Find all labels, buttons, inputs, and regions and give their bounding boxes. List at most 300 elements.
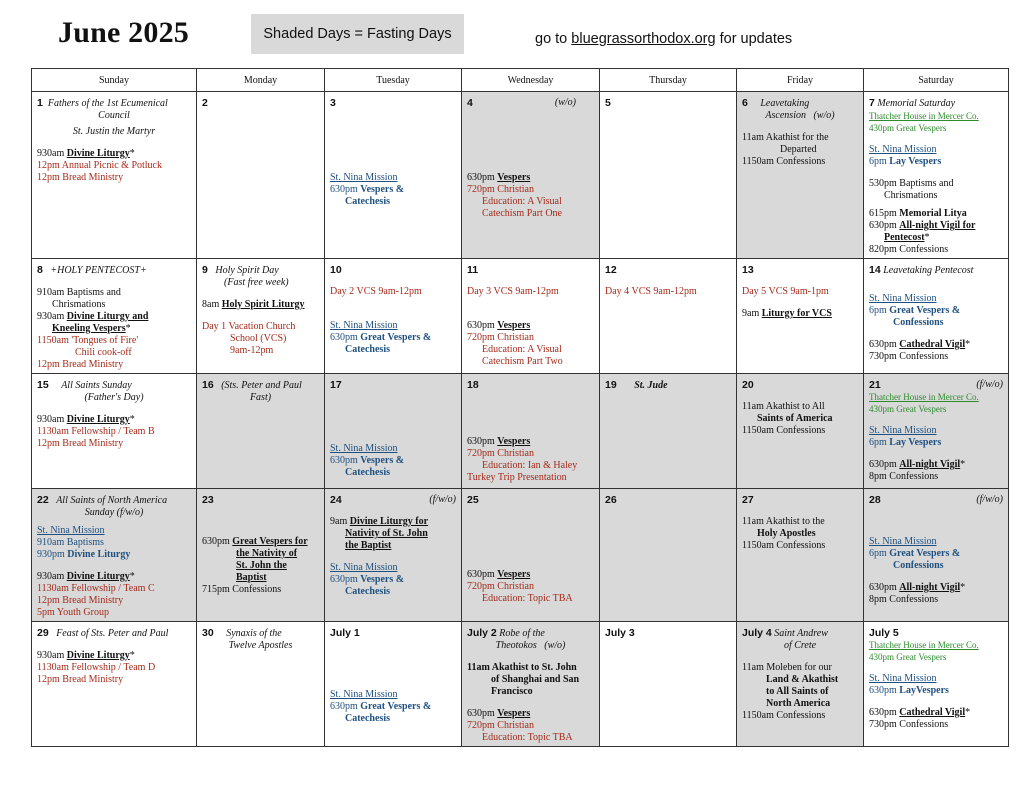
event-line: Land & Akathist <box>766 674 839 685</box>
feast-name: St. Justin the Martyr <box>72 126 156 137</box>
event-line <box>37 571 191 583</box>
day-cell-july-4 <box>737 622 864 747</box>
event-line: 11am Moleben for our <box>742 662 832 673</box>
day-cell-9 <box>197 259 325 374</box>
feast-name: (Fast free week) <box>224 277 289 288</box>
fast-tag: (f/w/o) <box>976 494 1003 505</box>
feast-name: Saint Andrew <box>774 628 828 639</box>
day-number: 15 <box>37 379 49 391</box>
event-label: Divine Liturgy <box>66 148 130 159</box>
day-number: 7 <box>869 97 875 109</box>
event-line <box>467 172 594 184</box>
event-line <box>869 339 1003 351</box>
event-star: * <box>960 582 966 593</box>
mission-link[interactable]: St. Nina Mission <box>330 320 398 331</box>
event-time: 9am <box>742 308 762 319</box>
day-number: 5 <box>605 97 611 109</box>
feast-name: Synaxis of the <box>226 628 282 639</box>
weekday-friday: Friday <box>737 69 864 92</box>
event-label: Cathedral Vigil <box>899 339 966 350</box>
event-line: 530pm Baptisms and <box>869 178 954 189</box>
feast-name: Theotokos <box>495 640 537 651</box>
event-line <box>330 332 456 344</box>
event-line <box>330 184 456 196</box>
event-label: Great Vespers & <box>360 701 432 712</box>
event-line: Catechism Part Two <box>482 356 563 367</box>
event-line: Day 5 VCS 9am-1pm <box>742 286 829 297</box>
event-line: 720pm Christian <box>467 720 534 731</box>
feast-name: Holy Spirit Day <box>215 265 279 276</box>
mission-link[interactable]: St. Nina Mission <box>869 293 937 304</box>
event-label: Vespers <box>497 436 531 447</box>
event-line <box>869 685 1003 697</box>
event-time: 630pm <box>869 707 900 718</box>
day-number: 30 <box>202 627 214 639</box>
day-number: 17 <box>330 379 342 391</box>
mission-link[interactable]: St. Nina Mission <box>330 172 398 183</box>
day-cell-24 <box>325 489 462 622</box>
event-label: All-night Vigil for <box>899 220 976 231</box>
event-line: Chrismations <box>52 299 106 310</box>
event-line <box>869 305 1003 317</box>
event-line: Catechesis <box>345 467 390 478</box>
event-line <box>869 548 1003 560</box>
day-cell-22 <box>32 489 197 622</box>
day-cell-17 <box>325 374 462 489</box>
event-line: 720pm Christian <box>467 332 534 343</box>
event-line: Confessions <box>893 560 944 571</box>
event-line <box>37 414 191 426</box>
day-number: 20 <box>742 379 754 391</box>
day-number: 28 <box>869 494 881 506</box>
event-line <box>742 308 858 320</box>
event-time: 630pm <box>467 436 498 447</box>
week-row <box>32 489 1009 622</box>
event-time: 6pm <box>869 548 890 559</box>
updates-suffix: for updates <box>715 31 793 47</box>
updates-prefix: go to <box>535 31 572 47</box>
event-time: 6pm <box>869 156 890 167</box>
event-time: 630pm <box>869 685 900 696</box>
event-line: Catechesis <box>345 196 390 207</box>
event-line: 5pm Youth Group <box>37 607 109 618</box>
event-time: 630pm <box>330 332 361 343</box>
updates-note <box>535 31 792 47</box>
event-label: Liturgy for VCS <box>761 308 832 319</box>
event-line <box>37 650 191 662</box>
website-link[interactable]: bluegrassorthodox.org <box>571 31 716 47</box>
day-cell-15 <box>32 374 197 489</box>
feast-name: Leavetaking Pentecost <box>883 265 974 276</box>
day-number: July 4 <box>742 627 772 639</box>
event-line: 1150am Confessions <box>742 425 826 436</box>
mission-link[interactable]: St. Nina Mission <box>869 425 937 436</box>
day-number: 22 <box>37 494 49 506</box>
fasting-legend: Shaded Days = Fasting Days <box>251 14 464 54</box>
feast-name: (Father's Day) <box>84 392 144 403</box>
event-label: Lay Vespers <box>889 437 942 448</box>
event-line: Saints of America <box>757 413 833 424</box>
event-label: Divine Liturgy <box>67 549 131 560</box>
day-cell-7 <box>864 92 1009 259</box>
event-line: 12pm Bread Ministry <box>37 359 124 370</box>
event-line: 9am-12pm <box>230 345 274 356</box>
event-time: 630pm <box>467 320 498 331</box>
event-line: 12pm Annual Picnic & Potluck <box>37 160 162 171</box>
feast-name: Fathers of the 1st Ecumenical <box>47 98 168 109</box>
week-row <box>32 92 1009 259</box>
event-label: Divine Liturgy <box>66 650 130 661</box>
event-label: Great Vespers & <box>889 548 961 559</box>
fast-tag: (f/w/o) <box>976 379 1003 390</box>
event-label: Divine Liturgy and <box>66 311 149 322</box>
day-number: 13 <box>742 264 754 276</box>
event-line: 1130am Fellowship / Team D <box>37 662 156 673</box>
page-title: June 2025 <box>58 16 189 49</box>
event-line: 910am Baptisms <box>37 537 104 548</box>
day-cell-16 <box>197 374 325 489</box>
event-label: Kneeling Vespers <box>52 323 126 334</box>
day-number: July 2 <box>467 627 497 639</box>
feast-name: Fast) <box>249 392 272 403</box>
event-line <box>869 220 1003 232</box>
event-star: * <box>960 459 966 470</box>
event-label: Divine Liturgy <box>66 414 130 425</box>
event-label: Great Vespers for <box>232 536 308 547</box>
event-label: Vespers <box>497 320 531 331</box>
event-time: 630pm <box>869 459 900 470</box>
event-label: Divine Liturgy <box>66 571 130 582</box>
event-time: 630pm <box>330 455 361 466</box>
event-star: * <box>924 232 930 243</box>
event-line: Catechism Part One <box>482 208 562 219</box>
event-label: Great Vespers & <box>360 332 432 343</box>
mission-link[interactable]: St. Nina Mission <box>869 144 937 155</box>
event-line <box>869 459 1003 471</box>
day-number: July 5 <box>869 627 899 639</box>
event-line: 910am Baptisms and <box>37 287 121 298</box>
fast-tag: (f/w/o) <box>429 494 456 505</box>
event-line: 8pm Confessions <box>869 471 939 482</box>
event-line <box>330 701 456 713</box>
day-cell-3 <box>325 92 462 259</box>
feast-name: Sunday (f/w/o) <box>84 507 144 518</box>
event-label: Cathedral Vigil <box>899 707 966 718</box>
event-line: School (VCS) <box>230 333 287 344</box>
event-line: Education: A Visual <box>482 344 562 355</box>
event-star: * <box>129 571 135 582</box>
event-time: 930am <box>37 571 67 582</box>
event-time: 930am <box>37 148 67 159</box>
event-line: the Baptist <box>345 540 392 551</box>
event-line: 1130am Fellowship / Team C <box>37 583 155 594</box>
event-line <box>330 516 456 528</box>
event-line: Education: A Visual <box>482 196 562 207</box>
event-label: Vespers & <box>360 455 405 466</box>
event-line: 720pm Christian <box>467 581 534 592</box>
event-line: 12pm Bread Ministry <box>37 674 124 685</box>
weekday-monday: Monday <box>197 69 325 92</box>
event-line <box>37 148 191 160</box>
event-line <box>467 662 594 674</box>
day-cell-12 <box>600 259 737 374</box>
feast-name: Twelve Apostles <box>228 640 293 651</box>
event-time: 930am <box>37 414 67 425</box>
event-label: All-night Vigil <box>899 582 961 593</box>
event-label: All-night Vigil <box>899 459 961 470</box>
day-number: 1 <box>37 97 43 109</box>
mission-link[interactable]: St. Nina Mission <box>869 673 937 684</box>
event-time: 930am <box>37 311 67 322</box>
event-line: the Nativity of <box>236 548 298 559</box>
feast-name: St. Jude <box>634 380 668 391</box>
event-time: 6pm <box>869 305 890 316</box>
event-label: LayVespers <box>899 685 949 696</box>
event-label: Vespers & <box>360 574 405 585</box>
day-cell-18 <box>462 374 600 489</box>
day-cell-30 <box>197 622 325 747</box>
event-time: 630pm <box>869 339 900 350</box>
day-number: 16 <box>202 379 214 391</box>
event-time: 630pm <box>467 708 498 719</box>
event-line <box>467 569 594 581</box>
event-line <box>330 455 456 467</box>
event-line: 1150am Confessions <box>742 540 826 551</box>
event-time: 630pm <box>330 574 361 585</box>
day-cell-25 <box>462 489 600 622</box>
day-cell-27 <box>737 489 864 622</box>
location-link[interactable]: Thatcher House in Mercer Co. <box>869 111 979 121</box>
fast-tag: (w/o) <box>544 640 566 651</box>
event-star: * <box>129 414 135 425</box>
event-label: Lay Vespers <box>889 156 942 167</box>
event-line: 730pm Confessions <box>869 719 949 730</box>
day-cell-29 <box>32 622 197 747</box>
event-line: North America <box>766 698 831 709</box>
event-time: 9am <box>330 516 350 527</box>
event-line: 11am Akathist to the <box>742 516 825 527</box>
fast-tag: (w/o) <box>554 97 576 108</box>
event-label: Great Vespers & <box>889 305 961 316</box>
feast-name: +HOLY PENTECOST+ <box>50 265 147 276</box>
event-line: St. John the <box>236 560 287 571</box>
day-cell-10 <box>325 259 462 374</box>
day-number: July 1 <box>330 627 360 639</box>
day-number: 21 <box>869 379 881 391</box>
feast-name: Robe of the <box>499 628 545 639</box>
event-line: 1130am Fellowship / Team B <box>37 426 155 437</box>
event-line: Day 3 VCS 9am-12pm <box>467 286 559 297</box>
day-cell-8 <box>32 259 197 374</box>
event-time: 630pm <box>330 701 361 712</box>
event-line <box>869 582 1003 594</box>
event-line <box>869 156 1003 168</box>
day-cell-20 <box>737 374 864 489</box>
event-line: 720pm Christian <box>467 448 534 459</box>
event-label: Divine Liturgy for <box>349 516 429 527</box>
feast-name: Leavetaking <box>760 98 810 109</box>
feast-name: All Saints Sunday <box>61 380 132 391</box>
week-row <box>32 622 1009 747</box>
feast-name: of Crete <box>783 640 817 651</box>
event-line: Catechesis <box>345 586 390 597</box>
day-cell-14 <box>864 259 1009 374</box>
event-time: 630pm <box>202 536 233 547</box>
day-cell-5 <box>600 92 737 259</box>
day-cell-11 <box>462 259 600 374</box>
event-time: 630pm <box>869 582 900 593</box>
event-line <box>467 436 594 448</box>
mission-link[interactable]: St. Nina Mission <box>869 536 937 547</box>
event-time: 6pm <box>869 437 890 448</box>
day-cell-2 <box>197 92 325 259</box>
day-number: 24 <box>330 494 342 506</box>
day-number: 11 <box>467 264 479 276</box>
day-number: 2 <box>202 97 208 109</box>
event-line: to All Saints of <box>766 686 829 697</box>
day-number: 4 <box>467 97 473 109</box>
event-line: Day 2 VCS 9am-12pm <box>330 286 422 297</box>
event-line: Departed <box>780 144 817 155</box>
day-cell-july-5 <box>864 622 1009 747</box>
event-line <box>869 707 1003 719</box>
weekday-saturday: Saturday <box>864 69 1009 92</box>
mission-link[interactable]: St. Nina Mission <box>330 562 398 573</box>
feast-name: (Sts. Peter and Paul <box>221 380 302 391</box>
feast-name: All Saints of North America <box>56 495 168 506</box>
event-line: 430pm Great Vespers <box>869 123 947 133</box>
event-time: 930pm <box>37 549 68 560</box>
event-line: Catechesis <box>345 344 390 355</box>
day-cell-28 <box>864 489 1009 622</box>
day-number: 10 <box>330 264 342 276</box>
event-line: 430pm Great Vespers <box>869 652 947 662</box>
day-cell-july-1 <box>325 622 462 747</box>
event-star: * <box>129 650 135 661</box>
day-cell-21 <box>864 374 1009 489</box>
event-line: Education: Topic TBA <box>482 732 573 743</box>
day-number: 23 <box>202 494 214 506</box>
event-line: Education: Ian & Haley <box>482 460 578 471</box>
event-line: 1150am 'Tongues of Fire' <box>37 335 139 346</box>
event-time: 630pm <box>330 184 361 195</box>
event-line: Nativity of St. John <box>345 528 428 539</box>
event-line: Confessions <box>893 317 944 328</box>
feast-name: Ascension <box>765 110 806 121</box>
day-cell-19 <box>600 374 737 489</box>
event-line: Day 4 VCS 9am-12pm <box>605 286 697 297</box>
event-line: 730pm Confessions <box>869 351 949 362</box>
event-time: 630pm <box>869 220 900 231</box>
day-cell-july-3 <box>600 622 737 747</box>
event-line: 820pm Confessions <box>869 244 949 255</box>
location-link[interactable]: Thatcher House in Mercer Co. <box>869 640 979 650</box>
event-line: Chili cook-off <box>75 347 132 358</box>
day-cell-26 <box>600 489 737 622</box>
event-line: Chrismations <box>884 190 938 201</box>
feast-name: Feast of Sts. Peter and Paul <box>56 628 169 639</box>
event-line: 12pm Bread Ministry <box>37 172 124 183</box>
event-line <box>37 549 191 561</box>
location-link[interactable]: Thatcher House in Mercer Co. <box>869 392 979 402</box>
event-line: Education: Topic TBA <box>482 593 573 604</box>
weekday-sunday: Sunday <box>32 69 197 92</box>
mission-link[interactable]: St. Nina Mission <box>330 443 398 454</box>
day-number: 14 <box>869 264 881 276</box>
event-star: * <box>965 339 971 350</box>
event-line: Turkey Trip Presentation <box>467 472 567 483</box>
event-line: 1150am Confessions <box>742 710 826 721</box>
day-cell-23 <box>197 489 325 622</box>
day-number: 12 <box>605 264 617 276</box>
event-time: 8am <box>202 299 222 310</box>
weekday-header-row <box>32 69 1009 92</box>
event-label: Pentecost <box>884 232 925 243</box>
event-line <box>869 232 1003 244</box>
day-number: 26 <box>605 494 617 506</box>
weekday-tuesday: Tuesday <box>325 69 462 92</box>
day-number: 6 <box>742 97 748 109</box>
event-label: 11am Akathist to St. John <box>467 662 577 673</box>
event-line <box>202 536 319 548</box>
weekday-thursday: Thursday <box>600 69 737 92</box>
day-number: 29 <box>37 627 49 639</box>
event-line: 12pm Bread Ministry <box>37 595 124 606</box>
event-star: * <box>125 323 131 334</box>
day-number: 25 <box>467 494 479 506</box>
event-line: 1150am Confessions <box>742 156 826 167</box>
event-time: 930am <box>37 650 67 661</box>
feast-name: Council <box>98 110 130 121</box>
week-row <box>32 259 1009 374</box>
event-line: Catechesis <box>345 713 390 724</box>
event-line <box>467 320 594 332</box>
day-number: July 3 <box>605 627 635 639</box>
event-line: 8pm Confessions <box>869 594 939 605</box>
mission-link[interactable]: St. Nina Mission <box>330 689 398 700</box>
event-line: 715pm Confessions <box>202 584 282 595</box>
event-line: Baptist <box>236 572 267 583</box>
event-label: Vespers <box>497 708 531 719</box>
event-label: Vespers <box>497 172 531 183</box>
day-number: 9 <box>202 264 208 276</box>
event-line <box>202 299 319 311</box>
mission-link[interactable]: St. Nina Mission <box>37 525 105 536</box>
event-line: 11am Akathist for the <box>742 132 829 143</box>
event-line: Francisco <box>491 686 533 697</box>
event-line <box>330 574 456 586</box>
event-line: Holy Apostles <box>757 528 816 539</box>
day-number: 3 <box>330 97 336 109</box>
day-number: 19 <box>605 379 617 391</box>
event-line <box>37 323 191 335</box>
weekday-wednesday: Wednesday <box>462 69 600 92</box>
event-time: 630pm <box>467 172 498 183</box>
day-cell-1 <box>32 92 197 259</box>
day-number: 27 <box>742 494 754 506</box>
event-label: Vespers <box>497 569 531 580</box>
week-row <box>32 374 1009 489</box>
event-line <box>37 311 191 323</box>
calendar-grid <box>31 68 1009 747</box>
day-cell-6 <box>737 92 864 259</box>
event-time: 615pm <box>869 208 900 219</box>
event-label: Vespers & <box>360 184 405 195</box>
day-cell-4 <box>462 92 600 259</box>
event-label: Memorial Litya <box>899 208 967 219</box>
event-line: 430pm Great Vespers <box>869 404 947 414</box>
fast-tag: (w/o) <box>813 110 835 121</box>
